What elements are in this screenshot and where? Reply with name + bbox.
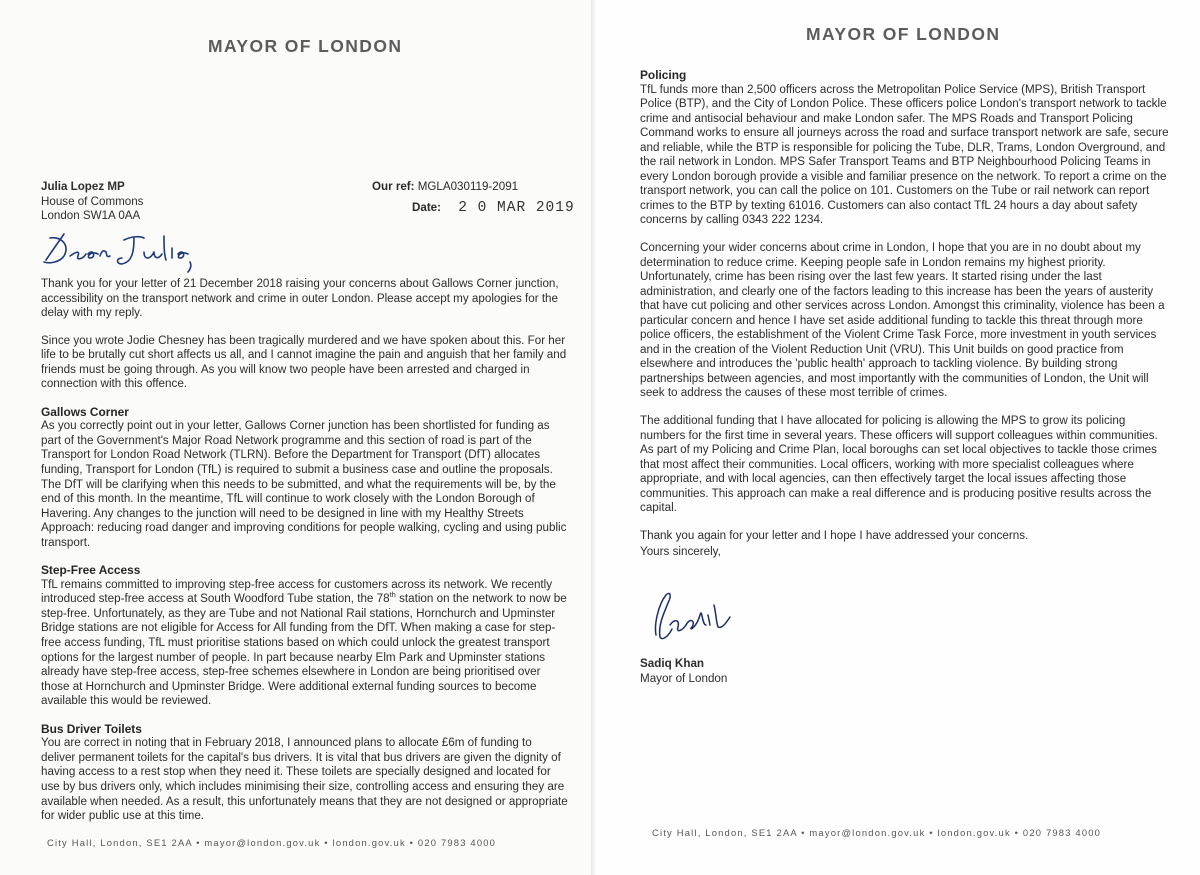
body-paragraph: Thank you again for your letter and I hope I have addressed your concerns. xyxy=(640,528,1029,542)
recipient-address-line: House of Commons xyxy=(41,194,144,208)
letter-footer: City Hall, London, SE1 2AA • mayor@london.gov.uk • london.gov.uk • 020 7983 4000 xyxy=(47,837,497,848)
ordinal-suffix: th xyxy=(389,590,396,600)
recipient-name: Julia Lopez MP xyxy=(41,180,125,193)
letter-body-page-1 xyxy=(41,277,569,837)
section-heading-gallows-corner: Gallows Corner xyxy=(41,404,129,419)
section-heading-step-free-access: Step-Free Access xyxy=(41,563,141,578)
our-ref xyxy=(372,180,518,193)
section-heading-bus-driver-toilets: Bus Driver Toilets xyxy=(41,721,142,736)
section-text-gallows-corner: As you correctly point out in your letter, Gallows Corner junction has been shortlisted for funding as part of the Government's Major Road Network programme and this section of road is part of the Transport for London Road Network (TLRN). Before the Department for Transport (DfT) allocates funding, Transport for London (TfL) is required to submit a business case and outline the proposals. The DfT will be clarifying when this needs to be submitted, and what the requirements will be, by the end of this month. In the meantime, TfL will continue to work closely with the London Borough of Havering. Any changes to the junction will need to be designed in line with my Healthy Streets Approach: reducing road danger and improving conditions for people walking, cycling and using public transport. xyxy=(41,419,567,549)
body-paragraph: Since you wrote Jodie Chesney has been tragically murdered and we have spoken about this. For her life to be brutally cut short affects us all, and I cannot imagine the pain and anguish that her family and friends must be going through. As you will know two people have been arrested and charged in connection with this offence. xyxy=(41,333,567,391)
section-text-policing: TfL funds more than 2,500 officers across the Metropolitan Police Service (MPS), British Transport Police (BTP), and the City of London Police. These officers police London's transport network to tackle crime and antisocial behaviour and make London safer. The MPS Roads and Transport Policing Command works to ensure all journeys across the road and surface transport network are safe, secure and reliable, while the BTP is responsible for policing the Tube, DLR, Trams, London Overground, and the rail network in London. MPS Safer Transport Teams and BTP Neighbourhood Policing Teams in every London borough provide a visible and familiar presence on the network. To report a crime on the transport network, you can call the police on 101. Customers on the Tube or rail network can report crimes to the BTP by texting 61016. Customers can also contact TfL 24 hours a day about safety concerns by calling 0343 222 1234. xyxy=(640,82,1169,227)
body-paragraph: Thank you for your letter of 21 December 2018 raising your concerns about Gallows Corner junction, accessibility on the transport network and crime in outer London. Please accept my apologies for the delay with my reply. xyxy=(41,277,559,320)
signer-name: Sadiq Khan xyxy=(640,657,705,670)
salutation-handwriting xyxy=(40,226,200,276)
handwritten-salutation xyxy=(40,226,200,276)
handwritten-signature xyxy=(646,585,736,645)
signer-title: Mayor of London xyxy=(640,671,728,685)
letter-footer: City Hall, London, SE1 2AA • mayor@london.gov.uk • london.gov.uk • 020 7983 4000 xyxy=(652,827,1102,838)
signer-block xyxy=(640,657,727,686)
section-heading-policing: Policing xyxy=(640,68,687,82)
body-paragraph: Concerning your wider concerns about crime in London, I hope that you are in no doubt about my determination to reduce crime. Keeping people safe in London remains my highest priority. Unfortunately, crime has been rising over the last few years. It started rising under the last administration, and clearly one of the factors leading to this increase has been the years of austerity that have cut policing and other services across London. Amongst this criminality, violence has been a particular concern and hence I have set aside additional funding to tackle this threat through more police officers, the establishment of the Violent Crime Task Force, more investment in youth services and in the creation of the Violent Reduction Unit (VRU). This Unit builds on good practice from elsewhere and introduces the 'public health' approach to tackling violence. By building strong partnerships between agencies, and most importantly with the communities of London, the Unit will seek to address the causes of these most terrible of crimes. xyxy=(640,241,1165,400)
date-label: Date: xyxy=(412,201,441,214)
signature-mark xyxy=(646,585,736,645)
step-free-text-b: station on the network to now be step-free. Unfortunately, as they are Tube and not National Rail stations, Hornchurch and Upminster Bridge stations are not eligible for Access for All funding from the DfT. When making a case for step-free access funding, TfL must prioritise stations based on which could unlock the greatest transport options for the largest number of people. In part because nearby Elm Park and Upminster stations already have step-free access, step-free schemes elsewhere in London are being prioritised over those at Hornchurch and Upminster Bridge. Were additional external funding sources to become available this would be reviewed. xyxy=(41,592,567,708)
our-ref-value: MGLA030119-2091 xyxy=(417,180,519,193)
letter-date xyxy=(412,200,575,216)
recipient-address-line: London SW1A 0AA xyxy=(41,209,141,223)
section-text-bus-driver-toilets: You are correct in noting that in February 2018, I announced plans to allocate £6m of funding to deliver permanent toilets for the capital's bus drivers. It is vital that bus drivers are given the dignity of having access to a rest stop when they need it. These toilets are specially designed and located for use by bus drivers only, which includes minimising their size, controlling access and ensuring they are available when needed. As a result, this unfortunately means that they are not designed or appropriate for wider public use at this time. xyxy=(41,736,568,823)
masthead: MAYOR OF LONDON xyxy=(208,36,403,56)
body-paragraph: The additional funding that I have allocated for policing is allowing the MPS to grow its policing numbers for the first time in several years. These officers will support colleagues within communities. As part of my Policing and Crime Plan, local boroughs can set local objectives to tackle those crimes that most affect their communities. Local officers, working with more specialist colleagues where appropriate, and with local agencies, can then effectively target the local issues affecting those communities. This approach can make a real difference and is producing positive results across the capital. xyxy=(640,414,1158,515)
recipient-address xyxy=(41,180,143,224)
date-stamp: 2 0 MAR 2019 xyxy=(458,200,575,216)
masthead: MAYOR OF LONDON xyxy=(806,24,1001,44)
step-free-text-a: TfL remains committed to improving step-free access for customers across its network. We recently introduced step-free access at South Woodford Tube station, the 78 xyxy=(41,577,553,606)
letter-page-2 xyxy=(596,0,1200,875)
letter-page-1 xyxy=(0,0,591,875)
section-text-step-free-access xyxy=(41,578,569,709)
letter-body-page-2 xyxy=(640,68,1170,556)
sign-off: Yours sincerely, xyxy=(640,545,721,558)
our-ref-label: Our ref: xyxy=(372,180,415,193)
salutation-text: Dear Julia, xyxy=(40,226,45,227)
